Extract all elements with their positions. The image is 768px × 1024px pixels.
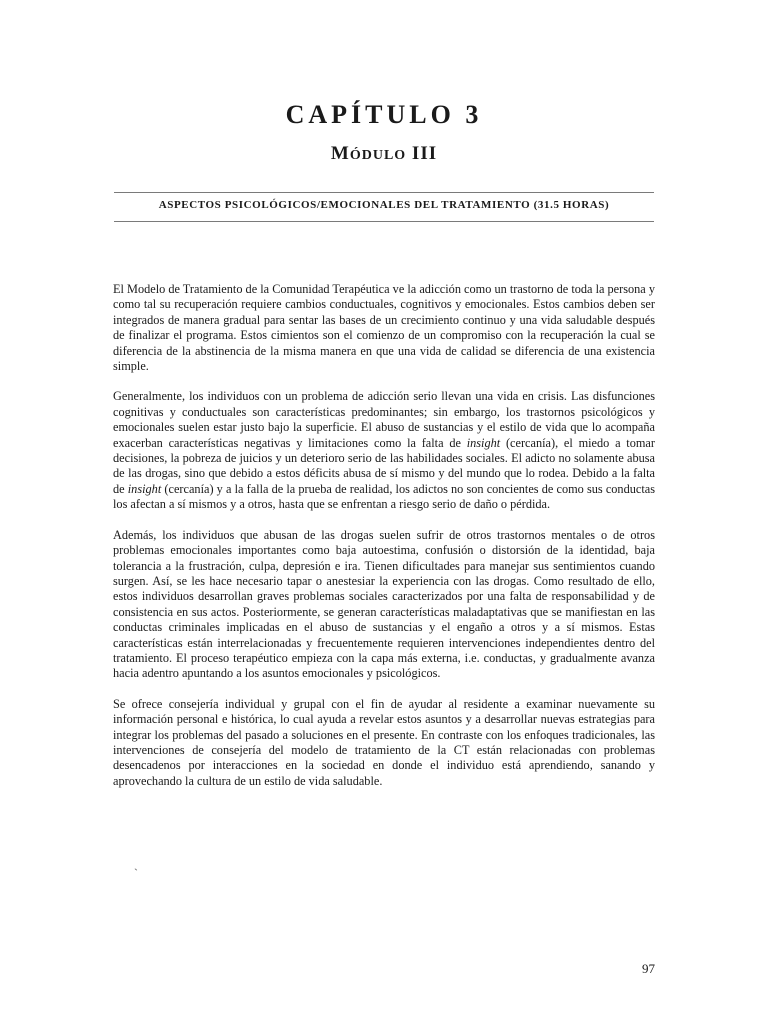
page-number: 97 (642, 961, 655, 976)
module-title (0, 143, 768, 165)
paragraph-2-part-b: (cercanía), el miedo a tomar decisiones, la pobreza de juicios y un deterioro serio de las habilidades sociales. El adicto no solamente abusa de las drogas, sino que debido a estos déficits abusa de sí mismo y del mundo que lo rodea. Debido a la falta de (113, 435, 655, 496)
module-title-prefix: M (330, 143, 350, 164)
paragraph-2-part-a: Generalmente, los individuos con un problema de adicción serio llevan una vida en crisis. Las disfunciones cognitivas y conductuales son características predominantes; sin embargo, los trastornos psicológicos y emocionales suelen estar justo bajo la superficie. El abuso de sustancias y el estilo de vida que lo acompaña exacerban características negativas y limitaciones como la falta de (113, 389, 655, 450)
chapter-title: CAPÍTULO 3 (285, 100, 483, 129)
section-rule-bottom (114, 221, 654, 222)
paragraph-3: Además, los individuos que abusan de las drogas suelen sufrir de otros trastornos mentales o de otros problemas emocionales importantes como baja autoestima, confusión o distorsión de la identidad, baja tolerancia a la frustración, culpa, depresión e ira. Tienen dificultades para manejar sus sentimientos cuando surgen. Así, se les hace necesario tapar o anestesiar la experiencia con las drogas. Como resultado de ello, estos individuos desarrollan graves problemas sociales caracterizados por una falta de responsabilidad y de consistencia en sus actos. Posteriormente, se generan características maladaptativas que se manifiestan en las conductas criminales implicadas en el abuso de sustancias y el engaño a otros y a sí mismos. Estas características están interrelacionadas y frecuentemente requieren intervenciones independientes dentro del tratamiento. El proceso terapéutico empieza con la capa más externa, i.e. conductas, y gradualmente avanza hacia adentro apuntando a los asuntos emocionales y psicológicos. (113, 527, 655, 681)
stray-mark: ` (134, 866, 138, 880)
section-heading: ASPECTOS PSICOLÓGICOS/EMOCIONALES DEL TRATAMIENTO (31.5 HORAS) (158, 199, 610, 211)
module-title-smallcaps: ÓDULO (349, 148, 407, 163)
section-rule-top (114, 192, 654, 193)
insight-term: insight (127, 481, 162, 496)
paragraph-2 (113, 389, 655, 512)
paragraph-4: Se ofrece consejería individual y grupal con el fin de ayudar al residente a examinar nuevamente su información personal e histórica, lo cual ayuda a revelar estos asuntos y a desarrollar nuevas estrategias para integrar los problemas del pasado a soluciones en el presente. En contraste con los enfoques tradicionales, las intervenciones de consejería del modelo de tratamiento de la CT están relacionadas con problemas desencadenos por interacciones en la sociedad en donde el individuo está aprendiendo, sanando y aprovechando la cultura de un estilo de vida saludable. (113, 696, 655, 788)
module-numeral: III (411, 143, 438, 164)
insight-term: insight (466, 435, 501, 450)
paragraph-1: El Modelo de Tratamiento de la Comunidad Terapéutica ve la adicción como un trastorno de toda la persona y como tal su recuperación requiere cambios conductuales, cognitivos y emocionales. Estos cambios deben ser integrados de manera gradual para sentar las bases de un crecimiento continuo y una vida saludable después de finalizar el programa. Estos cimientos son el comienzo de un compromiso con la recuperación la cual se diferencia de la abstinencia de la misma manera en que una vida de calidad se diferencia de una existencia simple. (113, 282, 655, 374)
paragraph-2-part-c: (cercanía) y a la falla de la prueba de realidad, los adictos no son concientes de como sus conductas los afectan a sí mismos y a otros, hasta que se enfrentan a riesgo serio de daño o pérdida. (113, 481, 655, 512)
body-text (113, 282, 655, 804)
